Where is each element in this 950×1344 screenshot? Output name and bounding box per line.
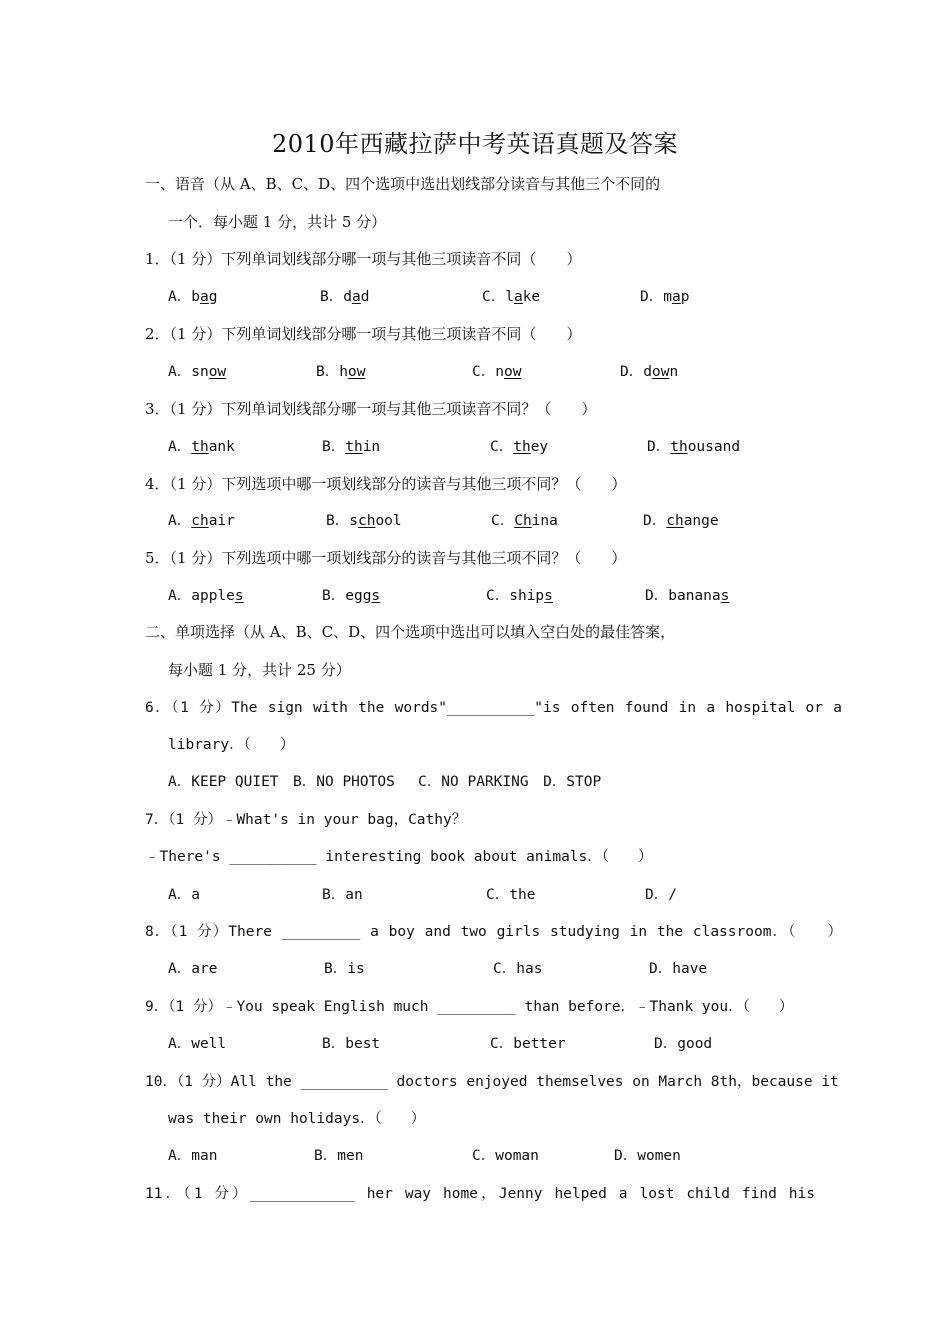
question-10-stem-cont: was their own holidays．（ ） (168, 1111, 426, 1127)
question-4-stem: 4．（1 分）下列选项中哪一项划线部分的读音与其他三项不同？（ ） (145, 475, 627, 493)
q1-option-b: B．dad (320, 289, 370, 305)
q5-option-a: A．apples (168, 588, 244, 604)
q4-option-d: D．change (643, 513, 719, 529)
question-2-stem: 2．（1 分）下列单词划线部分哪一项与其他三项读音不同（ ） (145, 325, 582, 343)
q9-option-d: D．good (654, 1036, 713, 1052)
q7-option-a: A．a (168, 887, 200, 903)
q5-option-d: D．bananas (645, 588, 730, 604)
q4-option-a: A．chair (168, 513, 235, 529)
question-11-stem: 11．（1 分）____________ her way home，Jenny helped a lost child find his (145, 1186, 815, 1202)
q10-option-c: C．woman (472, 1148, 539, 1164)
q9-option-c: C．better (490, 1036, 566, 1052)
question-9-stem: 9．（1 分）﹣You speak English much _________ than before．﹣Thank you．（ ） (145, 999, 794, 1015)
q9-option-b: B．best (322, 1036, 381, 1052)
q8-option-d: D．have (649, 961, 708, 977)
q10-option-d: D．women (614, 1148, 681, 1164)
section1-heading: 一、语音（从 A、B、C、D、四个选项中选出划线部分读音与其他三个不同的 (145, 175, 661, 193)
q8-option-b: B．is (324, 961, 365, 977)
q6-options: A．KEEP QUIET B．NO PHOTOS C．NO PARKING D．STOP (168, 774, 602, 790)
q9-option-a: A．well (168, 1036, 227, 1052)
question-3-stem: 3．（1 分）下列单词划线部分哪一项与其他三项读音不同？（ ） (145, 400, 597, 418)
q1-option-a: A．bag (168, 289, 218, 305)
section2-note: 每小题 1 分，共计 25 分） (168, 661, 351, 679)
q2-option-b: B．how (316, 364, 366, 380)
question-8-stem: 8．（1 分）There _________ a boy and two girls studying in the classroom．（ ） (145, 924, 842, 940)
q7-option-b: B．an (322, 887, 363, 903)
question-6-stem: 6．（1 分）The sign with the words"__________"is often found in a hospital or a (145, 700, 842, 716)
q10-option-b: B．men (314, 1148, 364, 1164)
q2-option-a: A．snow (168, 364, 227, 380)
question-1-stem: 1．（1 分）下列单词划线部分哪一项与其他三项读音不同（ ） (145, 250, 582, 268)
question-7-stem: 7．（1 分）﹣What's in your bag，Cathy？ (145, 812, 467, 828)
question-10-stem: 10．（1 分）All the __________ doctors enjoyed themselves on March 8th，because it (145, 1074, 839, 1090)
q7-option-c: C．the (486, 887, 536, 903)
q8-option-a: A．are (168, 961, 218, 977)
q2-option-c: C．now (472, 364, 522, 380)
q1-option-c: C．lake (482, 289, 541, 305)
q3-option-d: D．thousand (647, 439, 741, 455)
q3-option-b: B．thin (322, 439, 381, 455)
q5-option-b: B．eggs (322, 588, 381, 604)
q5-option-c: C．ships (486, 588, 553, 604)
q8-option-c: C．has (493, 961, 543, 977)
q2-option-d: D．down (620, 364, 679, 380)
q7-option-d: D．/ (645, 887, 677, 903)
q3-option-c: C．they (490, 439, 549, 455)
page-title: 2010年西藏拉萨中考英语真题及答案 (271, 130, 679, 158)
q4-option-c: C．China (491, 513, 558, 529)
q3-option-a: A．thank (168, 439, 235, 455)
question-7-stem-cont: ﹣There's __________ interesting book about animals．（ ） (145, 849, 653, 865)
section2-heading: 二、单项选择（从 A、B、C、D、四个选项中选出可以填入空白处的最佳答案， (145, 623, 676, 641)
section1-note: 一个．每小题 1 分，共计 5 分） (168, 213, 387, 231)
q4-option-b: B．school (326, 513, 402, 529)
question-6-stem-cont: library．（ ） (168, 737, 295, 753)
q1-option-d: D．map (640, 289, 690, 305)
question-5-stem: 5．（1 分）下列选项中哪一项划线部分的读音与其他三项不同？（ ） (145, 549, 627, 567)
q10-option-a: A．man (168, 1148, 218, 1164)
